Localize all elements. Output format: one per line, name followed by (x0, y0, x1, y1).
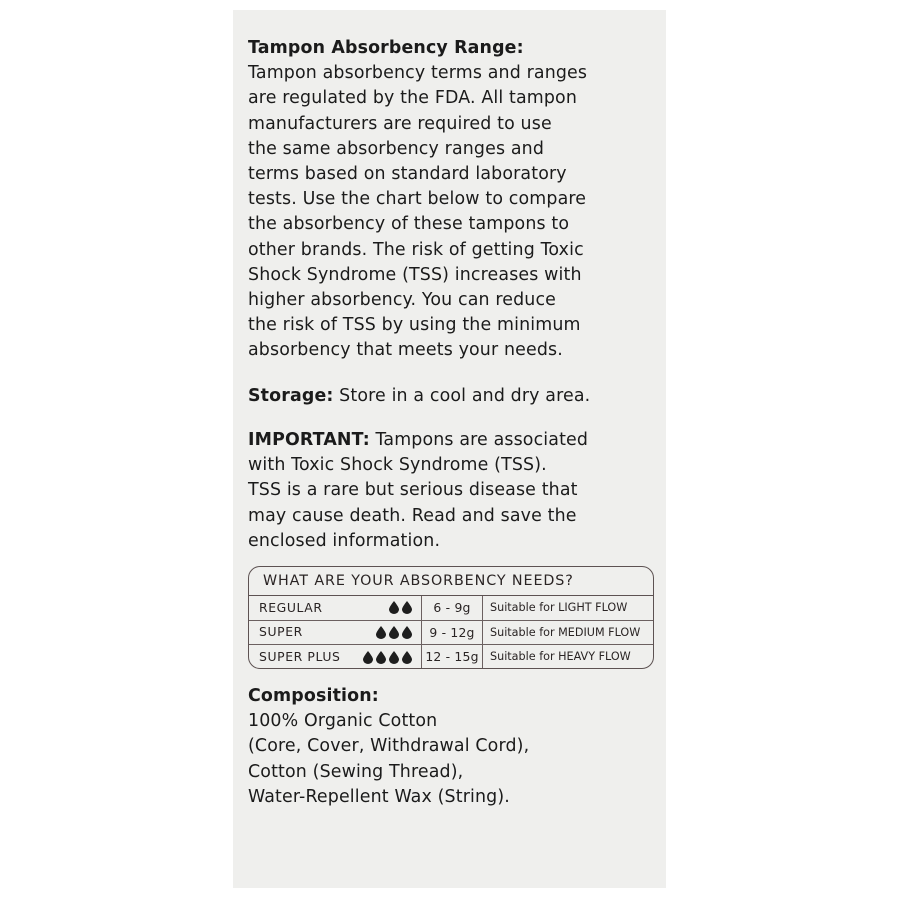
important-text-line: may cause death. Read and save the (248, 505, 577, 526)
absorbency-text-line: are regulated by the FDA. All tampon (248, 88, 578, 109)
flow-description: Suitable for MEDIUM FLOW (490, 625, 641, 639)
important-text-line: enclosed information. (248, 530, 441, 551)
table-row-regular (249, 596, 653, 621)
water-drop-icon (376, 626, 386, 639)
water-drop-icon (402, 651, 412, 664)
absorbency-text-line: the same absorbency ranges and (248, 138, 545, 159)
water-drop-icon (389, 651, 399, 664)
composition-text-line: (Core, Cover, Withdrawal Cord), (248, 736, 530, 757)
absorbency-text-line: tests. Use the chart below to compare (248, 189, 587, 210)
table-row-super (249, 621, 653, 646)
absorbency-name: REGULAR (259, 599, 323, 615)
composition-text-line: Water-Repellent Wax (String). (248, 786, 510, 807)
storage-text: Store in a cool and dry area. (333, 386, 591, 406)
absorbency-range-heading: Tampon Absorbency Range: (248, 38, 524, 58)
absorbency-text-line: higher absorbency. You can reduce (248, 290, 557, 311)
drop-rating (363, 651, 412, 664)
composition-text-line: 100% Organic Cotton (248, 711, 438, 732)
important-text-line: Tampons are associated (369, 430, 589, 450)
drop-rating (376, 626, 412, 639)
absorbency-text-line: manufacturers are required to use (248, 113, 552, 134)
absorbency-range-section (248, 36, 663, 364)
composition-heading: Composition: (248, 686, 379, 706)
flow-description: Suitable for HEAVY FLOW (490, 650, 631, 663)
water-drop-icon (402, 601, 412, 614)
package-panel (233, 10, 666, 888)
absorbency-text-line: the risk of TSS by using the minimum (248, 315, 581, 336)
absorbency-range: 6 - 9g (422, 596, 483, 620)
absorbency-range: 12 - 15g (422, 645, 483, 669)
table-row-super-plus (249, 645, 653, 669)
important-warning-section (248, 428, 663, 554)
flow-description: Suitable for LIGHT FLOW (490, 601, 628, 614)
absorbency-text-line: other brands. The risk of getting Toxic (248, 239, 584, 260)
table-title: WHAT ARE YOUR ABSORBENCY NEEDS? (249, 567, 653, 596)
water-drop-icon (376, 651, 386, 664)
absorbency-range: 9 - 12g (422, 621, 483, 645)
water-drop-icon (389, 601, 399, 614)
drop-rating (389, 601, 412, 614)
absorbency-text-line: Tampon absorbency terms and ranges (248, 63, 588, 84)
absorbency-text-line: Shock Syndrome (TSS) increases with (248, 264, 582, 285)
absorbency-needs-table (248, 566, 654, 669)
water-drop-icon (389, 626, 399, 639)
important-text-line: TSS is a rare but serious disease that (248, 480, 578, 501)
water-drop-icon (402, 626, 412, 639)
water-drop-icon (363, 651, 373, 664)
composition-section (248, 684, 663, 810)
absorbency-text-line: absorbency that meets your needs. (248, 340, 563, 361)
storage-label: Storage: (248, 386, 334, 406)
important-label: IMPORTANT: (248, 430, 370, 450)
storage-section (248, 384, 663, 409)
absorbency-text-line: terms based on standard laboratory (248, 164, 567, 185)
absorbency-text-line: the absorbency of these tampons to (248, 214, 570, 235)
composition-text-line: Cotton (Sewing Thread), (248, 761, 464, 782)
absorbency-name: SUPER (259, 624, 303, 640)
absorbency-name: SUPER PLUS (259, 649, 341, 665)
important-text-line: with Toxic Shock Syndrome (TSS). (248, 455, 547, 476)
